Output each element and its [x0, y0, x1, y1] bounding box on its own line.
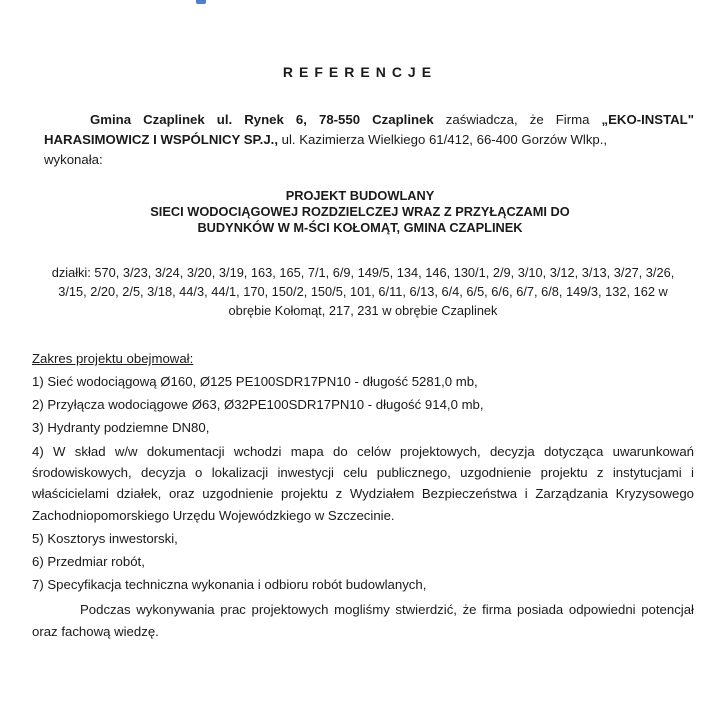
project-title-line: BUDYNKÓW W M-ŚCI KOŁOMĄT, GMINA CZAPLINEK — [197, 219, 523, 235]
intro-action: wykonała: — [44, 151, 103, 167]
issuer-name: Gmina Czaplinek ul. Rynek 6, 78-550 Czaplinek — [90, 112, 434, 127]
scope-item: 3) Hydranty podziemne DN80, — [32, 420, 210, 436]
scope-item: 5) Kosztorys inwestorski, — [32, 531, 178, 546]
scope-heading: Zakres projektu obejmował: — [32, 351, 194, 366]
scope-item: 1) Sieć wodociągową Ø160, Ø125 PE100SDR17PN10 - długość 5281,0 mb, — [32, 374, 478, 390]
intro-paragraph — [44, 110, 694, 169]
company-name: „EKO-INSTAL" HARASIMOWICZ I WSPÓLNICY SP.J., — [44, 112, 694, 147]
scope-item: 6) Przedmiar robót, — [32, 554, 145, 570]
intro-verb: zaświadcza, że Firma — [433, 112, 602, 127]
closing-paragraph: Podczas wykonywania prac projektowych mogliśmy stwierdzić, że firma posiada odpowiedni potencjał oraz fachową wiedzę. — [32, 602, 694, 639]
parcel-list: działki: 570, 3/23, 3/24, 3/20, 3/19, 163, 165, 7/1, 6/9, 149/5, 134, 146, 130/1, 2/9, 3/10, 3/12, 3/13, 3/27, 3/26, 3/15, 2/20, 2/5, 3/18, 44/3, 44/1, 170, 150/2, 150/5, 101, 6/11, 6/13, 6/4, 6/5, 6/6, 6/7, 6/8, 149/3, 132, 162 w obrębie Kołomąt, 217, 231 w obrębie Czaplinek — [51, 265, 675, 318]
project-title-line: PROJEKT BUDOWLANY — [285, 188, 435, 203]
document-title: REFERENCJE — [282, 64, 438, 80]
corner-mark — [196, 0, 206, 4]
project-title-line: SIECI WODOCIĄGOWEJ ROZDZIELCZEJ WRAZ Z PRZYŁĄCZAMI DO — [150, 203, 570, 219]
project-title — [0, 188, 720, 236]
scope-item: 7) Specyfikacja techniczna wykonania i odbioru robót budowlanych, — [32, 577, 427, 593]
scope-item: 2) Przyłącza wodociągowe Ø63, Ø32PE100SDR17PN10 - długość 914,0 mb, — [32, 397, 484, 413]
company-address: ul. Kazimierza Wielkiego 61/412, 66-400 Gorzów Wlkp., — [277, 131, 608, 147]
scope-item: 4) W skład w/w dokumentacji wchodzi mapa do celów projektowych, decyzja dotycząca uwarunkowań środowiskowych, decyzja o lokalizacji inwestycji celu publicznego, uzgodnienie projektu z instytucjami i właścicielami działek, oraz uzgodnienie projektu z Wydziałem Bezpieczeństwa i Zarządzania Kryzysowego Zachodniopomorskiego Urzędu Wojewódzkiego w Szczecinie. — [32, 443, 694, 523]
scope-section — [32, 348, 694, 642]
